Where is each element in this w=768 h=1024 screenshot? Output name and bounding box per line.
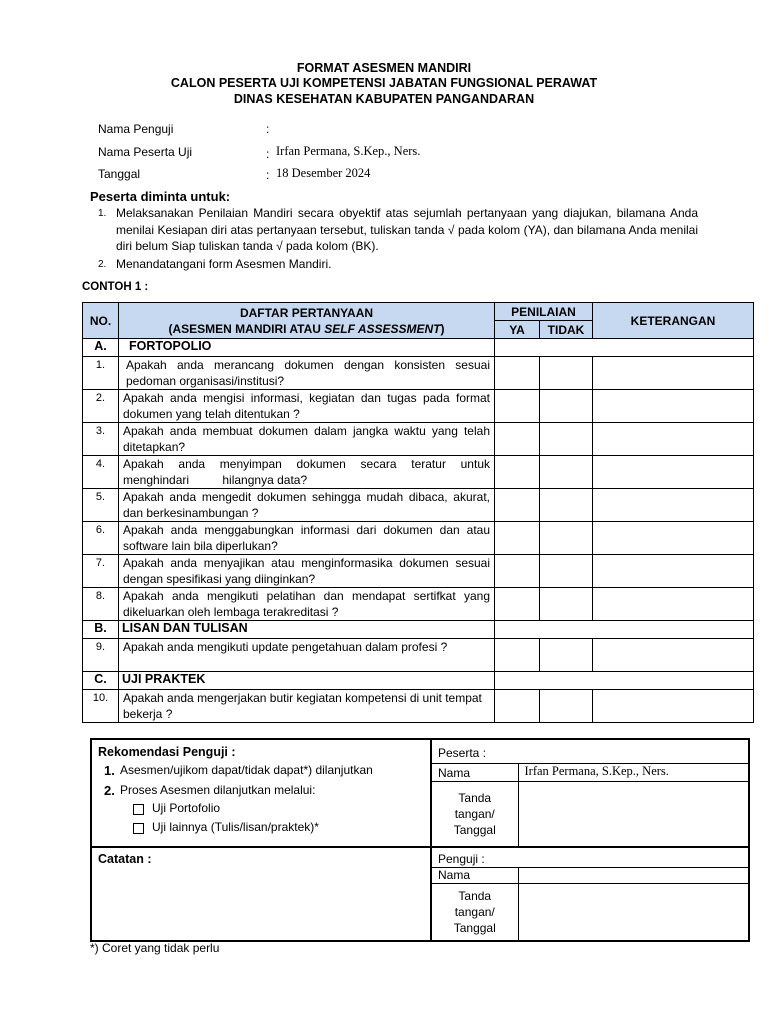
ttd-line3: Tanggal (453, 822, 496, 837)
row-question: Apakah anda mengisi informasi, kegiatan dan tugas pada format dokumen yang telah ditentukan ? (119, 390, 495, 423)
row-keterangan-cell[interactable] (593, 639, 754, 672)
section-title: FORTOPOLIO (119, 339, 495, 357)
row-question: Apakah anda mengikuti pelatihan dan mendapat sertifkat yang dikeluarkan oleh lembaga terakreditasi ? (119, 588, 495, 621)
row-tidak-cell[interactable] (540, 489, 593, 522)
document-institution: DINAS KESEHATAN KABUPATEN PANGANDARAN (233, 92, 535, 106)
header-daftar-line2-c: ) (440, 321, 445, 336)
nama-label: Nama (431, 867, 518, 883)
option-label: Uji lainnya (Tulis/lisan/praktek)* (152, 820, 319, 834)
row-ya-cell[interactable] (495, 489, 540, 522)
section-title: UJI PRAKTEK (119, 672, 495, 690)
penguji-header: Penguji : (431, 847, 749, 867)
header-keterangan: KETERANGAN (593, 303, 754, 339)
recommendation-text: Asesmen/ujikom dapat/tidak dapat*) dilanjutkan (120, 763, 373, 777)
row-keterangan-cell[interactable] (593, 357, 754, 390)
section-row-b (83, 621, 754, 639)
row-number: 1. (83, 357, 119, 390)
ttd-line2: tangan/ (454, 904, 495, 919)
example-label: CONTOH 1 : (82, 281, 149, 293)
row-keterangan-cell[interactable] (593, 489, 754, 522)
table-row (83, 639, 754, 672)
penguji-signature-field[interactable] (518, 883, 749, 941)
row-keterangan-cell[interactable] (593, 522, 754, 555)
recommendation-title: Rekomendasi Penguji : (98, 745, 236, 759)
footnote: *) Coret yang tidak perlu (90, 941, 220, 955)
row-number: 3. (83, 423, 119, 456)
header-daftar-pertanyaan (119, 303, 495, 339)
ttd-line2: tangan/ (454, 806, 495, 821)
row-number: 6. (83, 522, 119, 555)
row-question: Apakah anda menyimpan dokumen secara teratur untuk menghindari hilangnya data? (119, 456, 495, 489)
rek-row-penguji-header (91, 847, 749, 867)
header-no: NO. (83, 303, 119, 339)
row-ya-cell[interactable] (495, 357, 540, 390)
header-self-assessment: SELF ASSESSMENT (324, 321, 441, 336)
recommendation-table (90, 738, 750, 942)
section-label: B. (83, 621, 119, 639)
document-title: FORMAT ASESMEN MANDIRI (296, 61, 472, 75)
header-ya: YA (495, 321, 540, 339)
recommendation-number: 1. (104, 763, 115, 778)
instruction-text: Melaksanakan Penilaian Mandiri secara obyektif atas sejumlah pertanyaan yang diajukan, bilamana Anda menilai Kesiapan diri atas pertanyaan tersebut, tuliskan tanda √ pada kolom (YA), dan bilamana Anda menilai diri belum Siap tuliskan tanda √ pada kolom (BK). (116, 206, 698, 253)
tanggal-label: Tanggal (98, 167, 141, 181)
row-number: 5. (83, 489, 119, 522)
table-row (83, 357, 754, 390)
colon: : (266, 168, 270, 182)
section-row-a (83, 339, 754, 357)
recommendation-item (98, 762, 424, 779)
ttd-label (431, 883, 518, 941)
row-tidak-cell[interactable] (540, 456, 593, 489)
row-ya-cell[interactable] (495, 423, 540, 456)
row-keterangan-cell[interactable] (593, 456, 754, 489)
row-number: 10. (83, 690, 119, 723)
recommendation-item (98, 782, 424, 799)
row-tidak-cell[interactable] (540, 423, 593, 456)
peserta-header: Peserta : (431, 739, 749, 763)
row-tidak-cell[interactable] (540, 690, 593, 723)
row-tidak-cell[interactable] (540, 390, 593, 423)
header-penilaian: PENILAIAN (495, 303, 593, 321)
rek-row-peserta-header (91, 739, 749, 763)
table-header-row (83, 303, 754, 321)
instruction-item (98, 205, 698, 255)
header-daftar-line2-a: (ASESMEN MANDIRI ATAU (168, 321, 325, 336)
header-tidak: TIDAK (540, 321, 593, 339)
table-row (83, 456, 754, 489)
row-number: 8. (83, 588, 119, 621)
option-label: Uji Portofolio (152, 801, 221, 815)
row-keterangan-cell[interactable] (593, 588, 754, 621)
tanggal-value: 18 Desember 2024 (276, 166, 371, 180)
row-keterangan-cell[interactable] (593, 555, 754, 588)
table-row (83, 423, 754, 456)
catatan-label: Catatan : (98, 852, 152, 866)
checkbox-icon[interactable] (133, 823, 144, 834)
row-number: 2. (83, 390, 119, 423)
instruction-text: Menandatangani form Asesmen Mandiri. (116, 256, 332, 271)
table-row (83, 588, 754, 621)
row-tidak-cell[interactable] (540, 555, 593, 588)
row-question: Apakah anda menggabungkan informasi dari dokumen dan atau software lain bila diperlukan? (119, 522, 495, 555)
colon: : (266, 147, 270, 161)
instructions-list (98, 205, 698, 272)
option-uji-lainnya[interactable] (98, 818, 424, 837)
checkbox-icon[interactable] (133, 804, 144, 815)
row-tidak-cell[interactable] (540, 588, 593, 621)
table-row (83, 390, 754, 423)
ttd-line3: Tanggal (453, 920, 496, 935)
section-blank (495, 621, 754, 639)
document-subtitle: CALON PESERTA UJI KOMPETENSI JABATAN FUNGSIONAL PERAWAT (170, 76, 598, 90)
row-tidak-cell[interactable] (540, 522, 593, 555)
table-row (83, 522, 754, 555)
row-ya-cell[interactable] (495, 690, 540, 723)
section-blank (495, 672, 754, 690)
section-label: A. (83, 339, 119, 357)
recommendation-cell (91, 739, 431, 847)
assessment-table (82, 302, 754, 723)
row-number: 7. (83, 555, 119, 588)
row-ya-cell[interactable] (495, 522, 540, 555)
section-title: LISAN DAN TULISAN (119, 621, 495, 639)
table-row (83, 690, 754, 723)
recommendation-number: 2. (104, 783, 115, 798)
row-question: Apakah anda membuat dokumen dalam jangka waktu yang telah ditetapkan? (119, 423, 495, 456)
table-row (83, 555, 754, 588)
row-question: Apakah anda mengikuti update pengetahuan dalam profesi ? (119, 639, 495, 672)
table-row (83, 489, 754, 522)
row-keterangan-cell[interactable] (593, 690, 754, 723)
option-portofolio[interactable] (98, 799, 424, 818)
penguji-nama-value[interactable] (518, 867, 749, 883)
row-number: 4. (83, 456, 119, 489)
recommendation-list (98, 762, 424, 799)
row-question: Apakah anda mengerjakan butir kegiatan kompetensi di unit tempat bekerja ? (119, 690, 495, 723)
row-tidak-cell[interactable] (540, 639, 593, 672)
nama-label: Nama (431, 763, 518, 781)
catatan-cell[interactable] (91, 847, 431, 941)
instructions-heading: Peserta diminta untuk: (90, 189, 231, 204)
row-ya-cell[interactable] (495, 588, 540, 621)
row-number: 9. (83, 639, 119, 672)
row-tidak-cell[interactable] (540, 357, 593, 390)
ttd-line1: Tanda (458, 790, 492, 805)
row-ya-cell[interactable] (495, 639, 540, 672)
section-blank (495, 339, 754, 357)
row-ya-cell[interactable] (495, 555, 540, 588)
row-ya-cell[interactable] (495, 456, 540, 489)
penguji-label: Nama Penguji (98, 122, 174, 136)
peserta-nama-value: Irfan Permana, S.Kep., Ners. (518, 763, 749, 781)
ttd-label (431, 781, 518, 847)
ttd-line1: Tanda (458, 888, 492, 903)
row-question: Apakah anda menyajikan atau menginformasika dokumen sesuai dengan spesifikasi yang diinginkan? (119, 555, 495, 588)
instruction-number: 1. (98, 208, 107, 219)
peserta-value: Irfan Permana, S.Kep., Ners. (276, 144, 421, 158)
instruction-number: 2. (98, 258, 107, 270)
header-daftar-line1: DAFTAR PERTANYAAN (239, 305, 374, 320)
section-label: C. (83, 672, 119, 690)
header-daftar-line2 (122, 321, 491, 337)
recommendation-text: Proses Asesmen dilanjutkan melalui: (120, 783, 316, 797)
colon: : (266, 122, 270, 136)
instruction-item (98, 256, 698, 273)
peserta-label: Nama Peserta Uji (98, 145, 193, 159)
peserta-signature-field[interactable] (518, 781, 749, 847)
row-question: Apakah anda merancang dokumen dengan konsisten sesuai pedoman organisasi/institusi? (119, 357, 495, 390)
row-question: Apakah anda mengedit dokumen sehingga mudah dibaca, akurat, dan berkesinambungan ? (119, 489, 495, 522)
row-keterangan-cell[interactable] (593, 423, 754, 456)
row-ya-cell[interactable] (495, 390, 540, 423)
row-keterangan-cell[interactable] (593, 390, 754, 423)
section-row-c (83, 672, 754, 690)
